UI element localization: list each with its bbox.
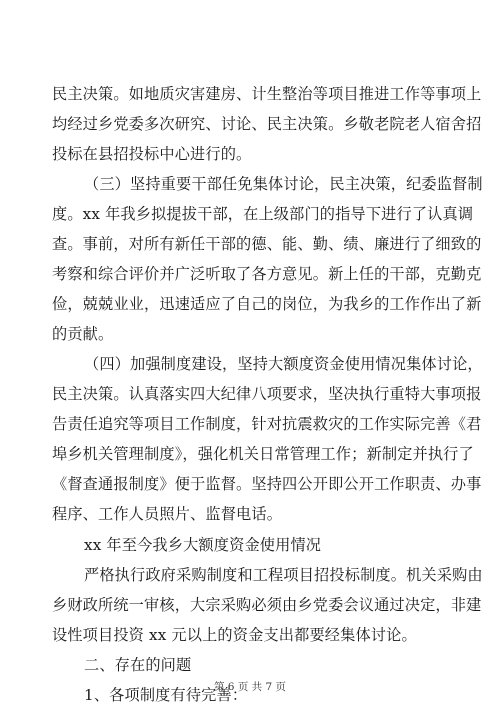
paragraph-line: （四）加强制度建设，坚持大额度资金使用情况集体讨论， <box>84 355 483 373</box>
paragraph-line: 设性项目投资 xx 元以上的资金支出都要经集体讨论。 <box>52 626 417 644</box>
section-subheading: 1、各项制度有待完善： <box>84 686 248 704</box>
paragraph-line: 度。xx 年我乡拟提拔干部，在上级部门的指导下进行了认真调 <box>52 205 474 223</box>
paragraph-line: 告责任追究等项目工作制度，针对抗震救灾的工作实际完善《君 <box>52 415 482 433</box>
paragraph-line: 民主决策。如地质灾害建房、计生整治等项目推进工作等事项上 <box>52 85 482 103</box>
paragraph-line: 乡财政所统一审核，大宗采购必须由乡党委会议通过决定，非建 <box>52 596 482 614</box>
page-footer: 第 6 页 共 7 页 <box>213 681 287 693</box>
paragraph-line: 投标在县招投标中心进行的。 <box>52 145 252 163</box>
section-heading: 二、存在的问题 <box>84 656 192 674</box>
paragraph-line: 俭，兢兢业业，迅速适应了自己的岗位，为我乡的工作作出了新 <box>52 295 482 313</box>
paragraph-line: 《督查通报制度》便于监督。坚持四公开即公开工作职责、办事 <box>52 475 482 493</box>
paragraph-line: 的贡献。 <box>52 325 114 343</box>
paragraph-line: （三）坚持重要干部任免集体讨论，民主决策，纪委监督制 <box>84 175 483 193</box>
paragraph-line: 程序、工作人员照片、监督电话。 <box>52 505 283 523</box>
paragraph-line: 均经过乡党委多次研究、讨论、民主决策。乡敬老院老人宿舍招 <box>52 115 482 133</box>
paragraph-line: 严格执行政府采购制度和工程项目招投标制度。机关采购由 <box>84 566 483 584</box>
section-heading: xx 年至今我乡大额度资金使用情况 <box>84 536 322 554</box>
paragraph-line: 埠乡机关管理制度》，强化机关日常管理工作；新制定并执行了 <box>52 445 474 463</box>
paragraph-line: 考察和综合评价并广泛听取了各方意见。新上任的干部，克勤克 <box>52 265 482 283</box>
paragraph-line: 民主决策。认真落实四大纪律八项要求，坚决执行重特大事项报 <box>52 385 482 403</box>
paragraph-line: 查。事前，对所有新任干部的德、能、勤、绩、廉进行了细致的 <box>52 235 482 253</box>
